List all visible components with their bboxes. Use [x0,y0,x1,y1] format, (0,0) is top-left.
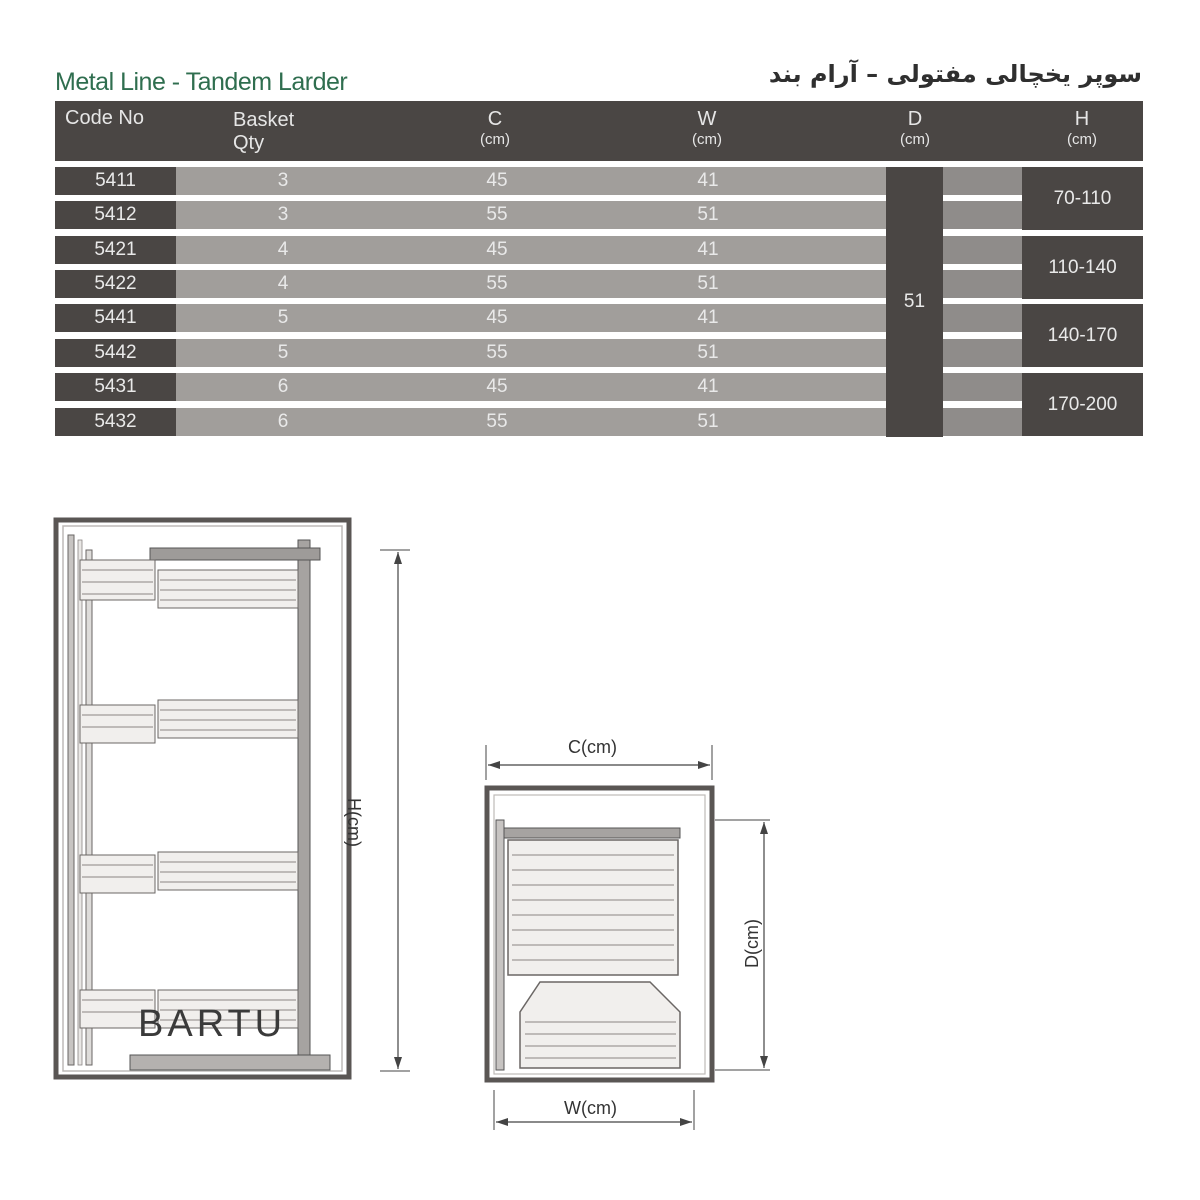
strip [943,236,1022,264]
title-persian: سوپر یخچالی مفتولی – آرام بند [768,60,1142,88]
header-basket-qty: Basket Qty [233,109,295,154]
strip [943,270,1022,298]
header-d: D (cm) [900,108,930,148]
cell-c: 45 [486,239,508,260]
strip [943,304,1022,332]
cell-qty: 3 [277,170,289,191]
cell-c: 55 [486,411,508,432]
strip [943,339,1022,367]
cell-code: 5422 [55,270,176,298]
cell-w: 51 [697,342,719,363]
cell-w: 41 [697,170,719,191]
d-dimension-label: D(cm) [742,919,762,968]
bartu-logo: BARTU [138,1003,287,1045]
cell-qty: 5 [277,307,289,328]
h-dimension-label: H(cm) [344,798,364,847]
cell-qty: 6 [277,411,289,432]
cell-qty: 4 [277,239,289,260]
cell-w: 51 [697,411,719,432]
cell-code: 5432 [55,408,176,436]
cell-c: 55 [486,204,508,225]
cell-code: 5442 [55,339,176,367]
h-range-cell: 110-140 [1022,236,1143,299]
cell-w: 51 [697,273,719,294]
cell-c: 45 [486,307,508,328]
header-code: Code No [65,107,144,129]
strip [943,167,1022,195]
h-range-cell: 70-110 [1022,167,1143,230]
header-w: W (cm) [692,108,722,148]
cell-code: 5421 [55,236,176,264]
cell-c: 55 [486,273,508,294]
cell-w: 51 [697,204,719,225]
cell-qty: 4 [277,273,289,294]
cell-qty: 3 [277,204,289,225]
cell-qty: 6 [277,376,289,397]
cell-c: 55 [486,342,508,363]
title-english: Metal Line - Tandem Larder [55,68,348,96]
cell-code: 5411 [55,167,176,195]
cell-w: 41 [697,239,719,260]
cell-w: 41 [697,307,719,328]
strip [943,408,1022,436]
cell-c: 45 [486,170,508,191]
larder-side-diagram [50,510,420,1085]
strip [943,373,1022,401]
c-dimension-label: C(cm) [568,737,617,757]
header-h: H (cm) [1067,108,1097,148]
cell-w: 41 [697,376,719,397]
cell-code: 5441 [55,304,176,332]
w-dimension-label: W(cm) [564,1098,617,1118]
strip [943,201,1022,229]
cell-code: 5412 [55,201,176,229]
h-range-cell: 140-170 [1022,304,1143,367]
h-range-cell: 170-200 [1022,373,1143,436]
larder-plan-diagram [480,740,780,1130]
cell-c: 45 [486,376,508,397]
header-c: C (cm) [480,108,510,148]
d-value-cell: 51 [886,167,943,437]
cell-qty: 5 [277,342,289,363]
table-header [55,101,1143,161]
cell-code: 5431 [55,373,176,401]
